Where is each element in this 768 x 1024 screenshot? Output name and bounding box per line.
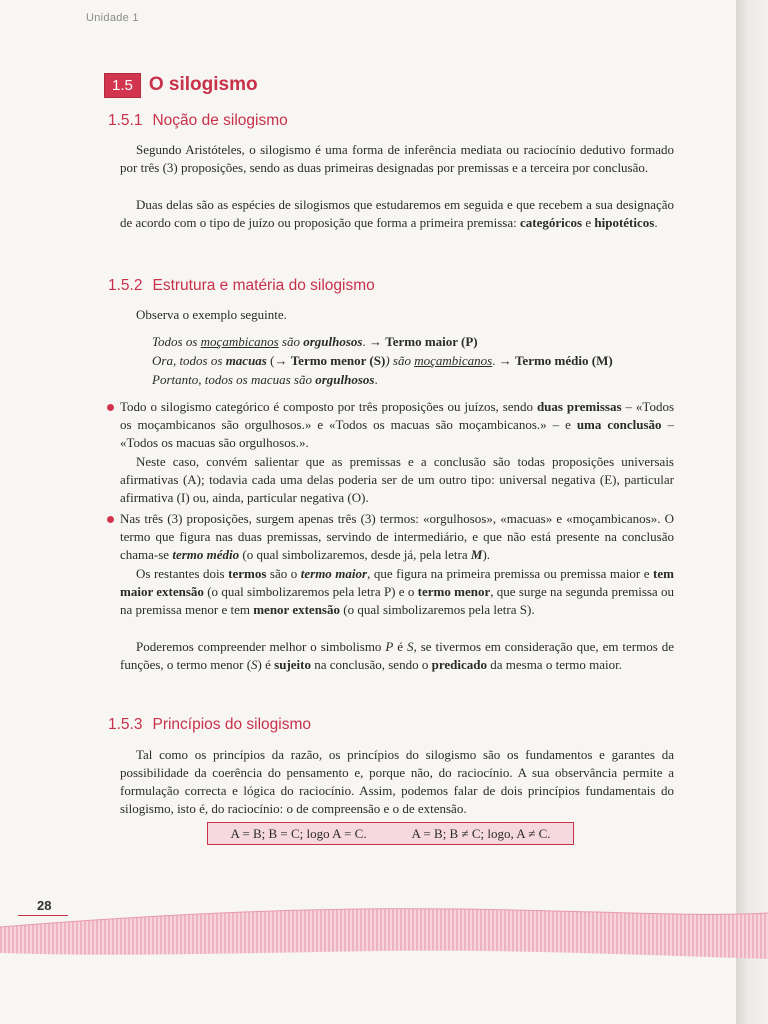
page-number-rule <box>18 915 68 916</box>
paragraph: Neste caso, convém salientar que as premissas e a conclusão são todas proposições universais afirmativas (A); todavia cada uma delas poderia ser de um outro tipo: universal negativa (E), particular afirmativa (I) ou, ainda, particular negativa (O). <box>120 454 674 505</box>
section-title <box>104 72 258 98</box>
paragraph: Poderemos compreender melhor o simbolismo P é S, se tivermos em consideração que, em termos de funções, o termo menor (S) é sujeito na conclusão, sendo o predicado da mesma o termo maior. <box>120 639 675 672</box>
subsection-heading-2 <box>108 277 375 295</box>
formula-box <box>207 822 574 845</box>
bold-term: categóricos <box>520 215 583 230</box>
paragraph: Os restantes dois termos são o termo maior, que figura na primeira premissa ou premissa maior e tem maior extensão (o qual simbolizaremos pela letra P) e o termo menor, que surge na segunda premissa ou na premissa menor e tem menor extensão (o qual simbolizaremos pela letra S). <box>120 566 674 617</box>
subsection-number: 1.5.3 <box>108 716 143 733</box>
subsection-number: 1.5.2 <box>108 277 143 294</box>
example-line-2: Ora, todos os macuas (→ Termo menor (S)) são moçambicanos. → Termo médio (M) <box>152 353 613 368</box>
bullet-paragraph: Todo o silogismo categórico é composto por três proposições ou juízos, sendo duas premissas – «Todos os moçambicanos são orgulhosos.» e «Todos os macuas são moçambicanos.» – e uma conclusão – «Todos os macuas são orgulhosos.». <box>120 399 675 450</box>
unit-label: Unidade 1 <box>86 12 139 24</box>
section-number-badge: 1.5 <box>104 73 141 98</box>
subsection-heading-3 <box>108 716 311 734</box>
bullet-icon <box>107 404 114 411</box>
example-line-1: Todos os moçambicanos são orgulhosos. → Termo maior (P) <box>152 334 478 349</box>
paragraph: Duas delas são as espécies de silogismos que estudaremos em seguida e que recebem a sua designação de acordo com o tipo de juízo ou proposição que forma a primeira premissa: categóricos e hipotéticos. <box>120 197 674 230</box>
paragraph: Tal como os princípios da razão, os princípios do silogismo são os fundamentos e garantes da possibilidade da coerência do pensamento e, porque não, do raciocínio. A sua observância permite a formulação correcta e lógica do raciocínio. Assim, podemos falar de dois princípios fundamentais do silogismo, isto é, do raciocínio: o de compreensão e o de extensão. <box>120 747 674 816</box>
example-line-3: Portanto, todos os macuas são orgulhosos. <box>152 372 378 387</box>
paragraph: Segundo Aristóteles, o silogismo é uma forma de inferência mediata ou raciocínio dedutivo formado por três (3) proposições, sendo as duas primeiras designadas por premissas e a terceira por conclusão. <box>120 142 674 175</box>
paragraph: Observa o exemplo seguinte. <box>136 307 287 322</box>
subsection-heading-1 <box>108 112 288 130</box>
footer-wave-band <box>0 895 768 975</box>
subsection-number: 1.5.1 <box>108 112 143 129</box>
subsection-title: Princípios do silogismo <box>152 716 311 733</box>
page-number: 28 <box>37 898 52 913</box>
section-heading: O silogismo <box>148 74 258 95</box>
page-edge <box>736 0 768 1024</box>
subsection-title: Estrutura e matéria do silogismo <box>152 277 375 294</box>
bullet-icon <box>107 516 114 523</box>
subsection-title: Noção de silogismo <box>152 112 288 129</box>
bullet-paragraph: Nas três (3) proposições, surgem apenas três (3) termos: «orgulhosos», «macuas» e «moçambicanos». O termo que figura nas duas premissas, servindo de intermediário, e que não está presente na conclusão chama-se termo médio (o qual simbolizaremos, desde já, pela letra M). <box>120 511 674 562</box>
formula-extension: A = B; B ≠ C; logo, A ≠ C. <box>411 825 551 841</box>
formula-comprehension: A = B; B = C; logo A = C. <box>230 825 367 841</box>
bold-term: hipotéticos <box>594 215 655 230</box>
syllogism-example <box>152 332 672 389</box>
